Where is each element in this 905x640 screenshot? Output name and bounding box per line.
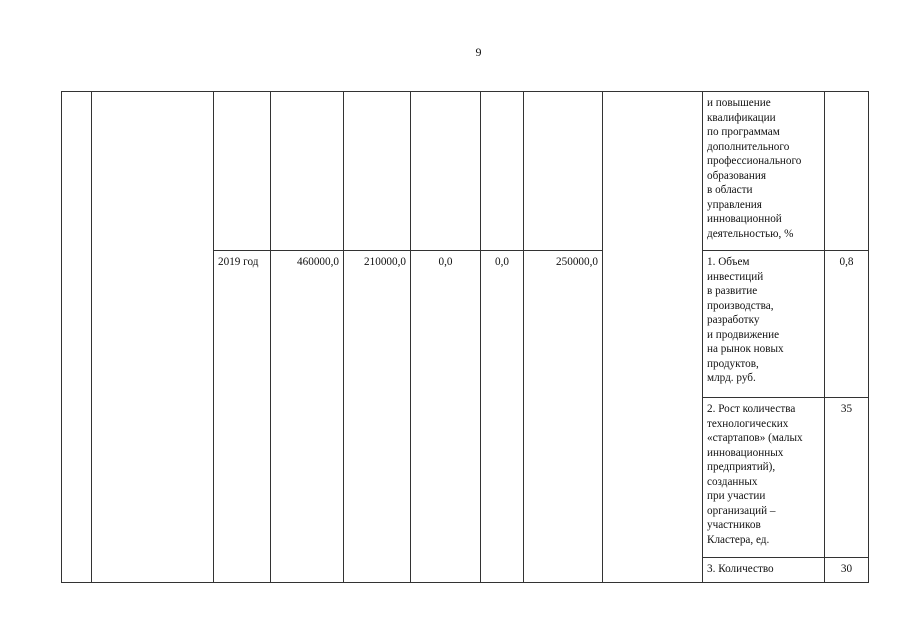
indicator-cell: 2. Рост количества технологических «стартапов» (малых инновационных предприятий), созданных при участии организаций – участников Кластера, ед. [703,398,825,558]
measure-name-cell [92,92,214,583]
regional-funding-cell [411,92,481,251]
regional-funding-cell: 0,0 [411,251,481,583]
program-table [61,91,869,583]
total-funding-cell [271,92,344,251]
indicator-value-cell: 35 [825,398,869,558]
table-row [62,92,869,251]
extrabudgetary-funding-cell: 250000,0 [524,251,603,583]
local-funding-cell [481,92,524,251]
page-number: 9 [475,45,482,59]
total-funding-cell: 460000,0 [271,251,344,583]
federal-funding-cell [344,92,411,251]
row-number-cell [62,92,92,583]
year-cell [214,92,271,251]
extrabudgetary-funding-cell [524,92,603,251]
indicator-cell: 3. Количество [703,558,825,583]
executor-cell [603,92,703,583]
local-funding-cell: 0,0 [481,251,524,583]
indicator-cell: 1. Объем инвестиций в развитие производства, разработку и продвижение на рынок новых продуктов, млрд. руб. [703,251,825,398]
indicator-value-cell: 30 [825,558,869,583]
indicator-value-cell: 0,8 [825,251,869,398]
year-cell: 2019 год [214,251,271,583]
federal-funding-cell: 210000,0 [344,251,411,583]
indicator-cell: и повышение квалификации по программам дополнительного профессионального образования в области управления инновационной деятельностью, % [703,92,825,251]
indicator-value-cell [825,92,869,251]
